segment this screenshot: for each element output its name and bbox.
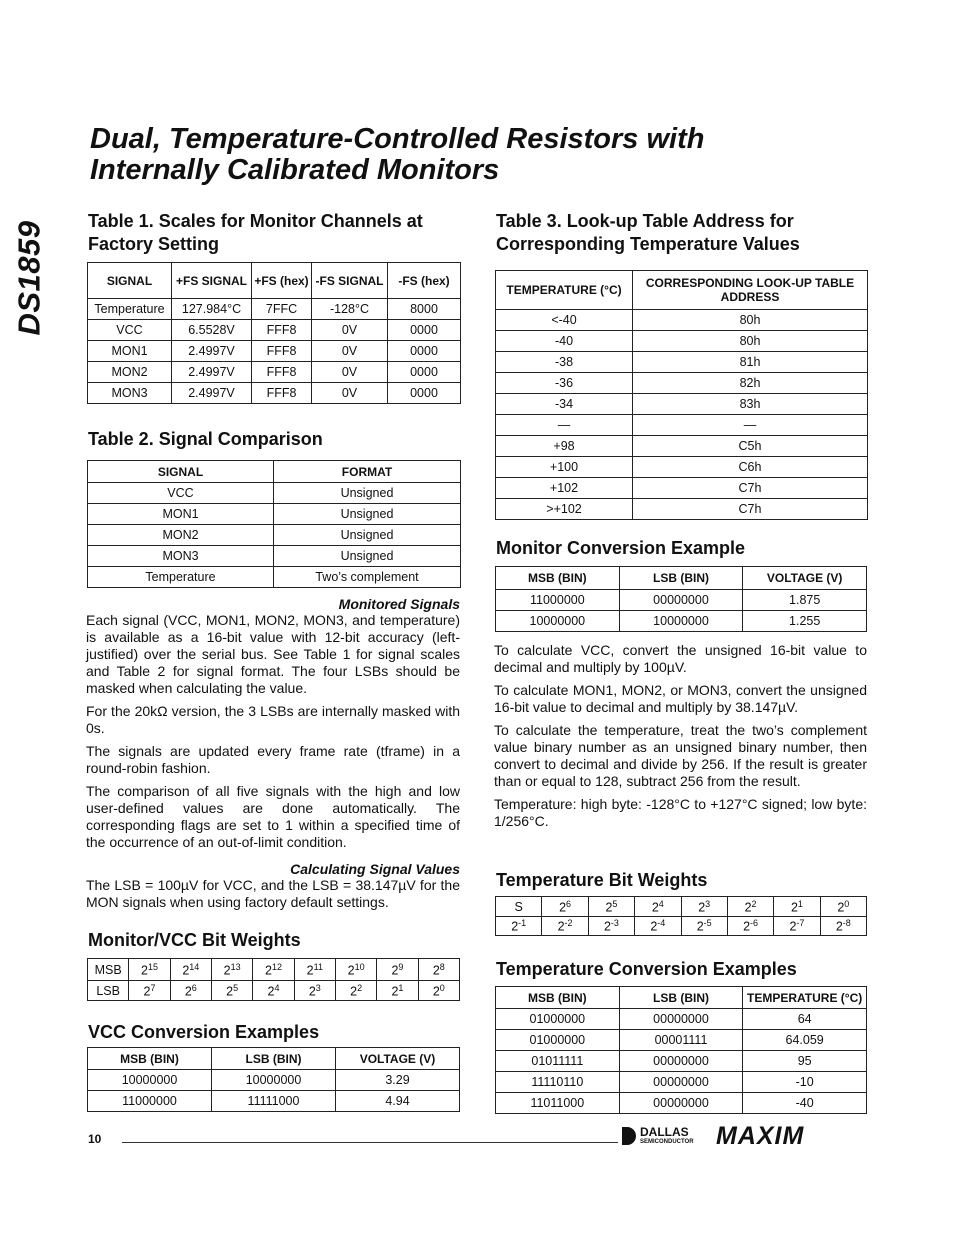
paragraph: Temperature: high byte: -128°C to +127°C signed; low byte: 1/256°C.: [494, 796, 867, 829]
table1: [87, 262, 461, 404]
dallas-logo: DALLAS SEMICONDUCTOR: [622, 1126, 712, 1148]
table-row: MSB $2^{15}$ $2^{14}$ $2^{13}$ $2^{12}$ $2^{11}$ $2^{10}$ $2^9$ $2^8$: [88, 959, 460, 981]
table3-title: Table 3. Look-up Table Address for Corresponding Temperature Values: [496, 211, 800, 254]
table-row: 11000000 11111000 4.94: [88, 1091, 460, 1112]
table-header-row: SIGNAL +FS SIGNAL +FS (hex) -FS SIGNAL -FS (hex): [88, 263, 461, 299]
table-row: 01000000 00001111 64.059: [496, 1030, 867, 1051]
monitor-conversion-title: Monitor Conversion Example: [496, 538, 746, 558]
paragraph: To calculate MON1, MON2, or MON3, convert the unsigned 16-bit value to decimal and multiply by 38.147µV.: [494, 682, 867, 715]
temp-bit-weights-title: Temperature Bit Weights: [496, 870, 708, 890]
monitored-signals-section: [86, 596, 460, 917]
page-number: 10: [88, 1132, 102, 1146]
table-header-row: MSB (BIN) LSB (BIN) VOLTAGE (V): [496, 567, 867, 590]
table-row: VCC Unsigned: [88, 483, 461, 504]
table-row: MON3 2.4997V FFF8 0V 0000: [88, 383, 461, 404]
table-row: Temperature 127.984°C 7FFC -128°C 8000: [88, 299, 461, 320]
temp-conversion-title: Temperature Conversion Examples: [496, 959, 797, 979]
paragraph: Each signal (VCC, MON1, MON2, MON3, and temperature) is available as a 16-bit value with 12-bit accuracy (left-justified) over the serial bus. See Table 1 for signal scales and Table 2 for signal format. The four LSBs should be masked when calculating the value.: [86, 612, 460, 696]
paragraph: To calculate VCC, convert the unsigned 16-bit value to decimal and multiply by 100µV.: [494, 642, 867, 675]
temp-conversion-table: [495, 986, 867, 1114]
table-row: +98 C5h: [496, 436, 868, 457]
table-row: -36 82h: [496, 373, 868, 394]
table-row: VCC 6.5528V FFF8 0V 0000: [88, 320, 461, 341]
table-row: LSB $2^7$ $2^6$ $2^5$ $2^4$ $2^3$ $2^2$ $2^1$ $2^0$: [88, 981, 460, 1001]
table3: [495, 270, 868, 520]
table-row: -38 81h: [496, 352, 868, 373]
table-row: <-40 80h: [496, 310, 868, 331]
paragraph: The LSB = 100µV for VCC, and the LSB = 38.147µV for the MON signals when using factory default settings.: [86, 877, 460, 910]
table-row: -40 80h: [496, 331, 868, 352]
table-row: MON3 Unsigned: [88, 546, 461, 567]
table-row: MON1 Unsigned: [88, 504, 461, 525]
footer-rule: [122, 1142, 618, 1143]
table-row: 11110110 00000000 -10: [496, 1072, 867, 1093]
table2-title: Table 2. Signal Comparison: [88, 429, 323, 449]
monitored-signals-heading: Monitored Signals: [338, 596, 460, 612]
temp-bit-weights-table: [495, 896, 867, 936]
table-row: 01011111 00000000 95: [496, 1051, 867, 1072]
paragraph: To calculate the temperature, treat the two’s complement value binary number as an unsigned binary number, then convert to decimal and divide by 256. If the result is greater than or equal to 128, subtract 256 from the result.: [494, 722, 867, 789]
side-part-number: DS1859: [11, 220, 47, 336]
table-row: 01000000 00000000 64: [496, 1009, 867, 1030]
table-row: +102 C7h: [496, 478, 868, 499]
paragraph: The comparison of all five signals with the high and low user-defined values are done automatically. The corresponding flags are set to 1 within a specified time of the occurrence of an out-of-limit condition.: [86, 783, 460, 850]
table-header-row: TEMPERATURE (°C) CORRESPONDING LOOK-UP TABLE ADDRESS: [496, 271, 868, 310]
table-row: 10000000 10000000 1.255: [496, 611, 867, 632]
vcc-conversion-title: VCC Conversion Examples: [88, 1022, 320, 1042]
table-row: -34 83h: [496, 394, 868, 415]
table-row: $2^{-1}$ $2^{-2}$ $2^{-3}$ $2^{-4}$ $2^{-5}$ $2^{-6}$ $2^{-7}$ $2^{-8}$: [496, 917, 867, 936]
table-header-row: SIGNAL FORMAT: [88, 461, 461, 483]
calculating-heading: Calculating Signal Values: [290, 861, 460, 877]
table-row: S $2^6$ $2^5$ $2^4$ $2^3$ $2^2$ $2^1$ $2^0$: [496, 897, 867, 917]
right-text-section: [494, 642, 867, 836]
vcc-bit-weights-title: Monitor/VCC Bit Weights: [88, 930, 301, 950]
table-header-row: MSB (BIN) LSB (BIN) TEMPERATURE (°C): [496, 987, 867, 1009]
dallas-logo-icon: [622, 1127, 636, 1145]
table-row: 10000000 10000000 3.29: [88, 1070, 460, 1091]
table2: [87, 460, 461, 588]
table-row: >+102 C7h: [496, 499, 868, 520]
table-row: — —: [496, 415, 868, 436]
monitor-conversion-table: [495, 566, 867, 632]
table1-title: Table 1. Scales for Monitor Channels at Factory Setting: [88, 211, 423, 254]
table-header-row: MSB (BIN) LSB (BIN) VOLTAGE (V): [88, 1048, 460, 1070]
table-row: 11011000 00000000 -40: [496, 1093, 867, 1114]
table-row: 11000000 00000000 1.875: [496, 590, 867, 611]
table-row: MON2 Unsigned: [88, 525, 461, 546]
vcc-bit-weights-table: [87, 958, 460, 1001]
maxim-logo: MAXIM: [716, 1122, 805, 1150]
table-row: +100 C6h: [496, 457, 868, 478]
table-row: MON1 2.4997V FFF8 0V 0000: [88, 341, 461, 362]
table-row: Temperature Two’s complement: [88, 567, 461, 588]
paragraph: The signals are updated every frame rate (tframe) in a round-robin fashion.: [86, 743, 460, 776]
paragraph: For the 20kΩ version, the 3 LSBs are internally masked with 0s.: [86, 703, 460, 736]
table-row: MON2 2.4997V FFF8 0V 0000: [88, 362, 461, 383]
vcc-conversion-table: [87, 1047, 460, 1112]
page-title: Dual, Temperature-Controlled Resistors with Internally Calibrated Monitors: [90, 123, 705, 186]
